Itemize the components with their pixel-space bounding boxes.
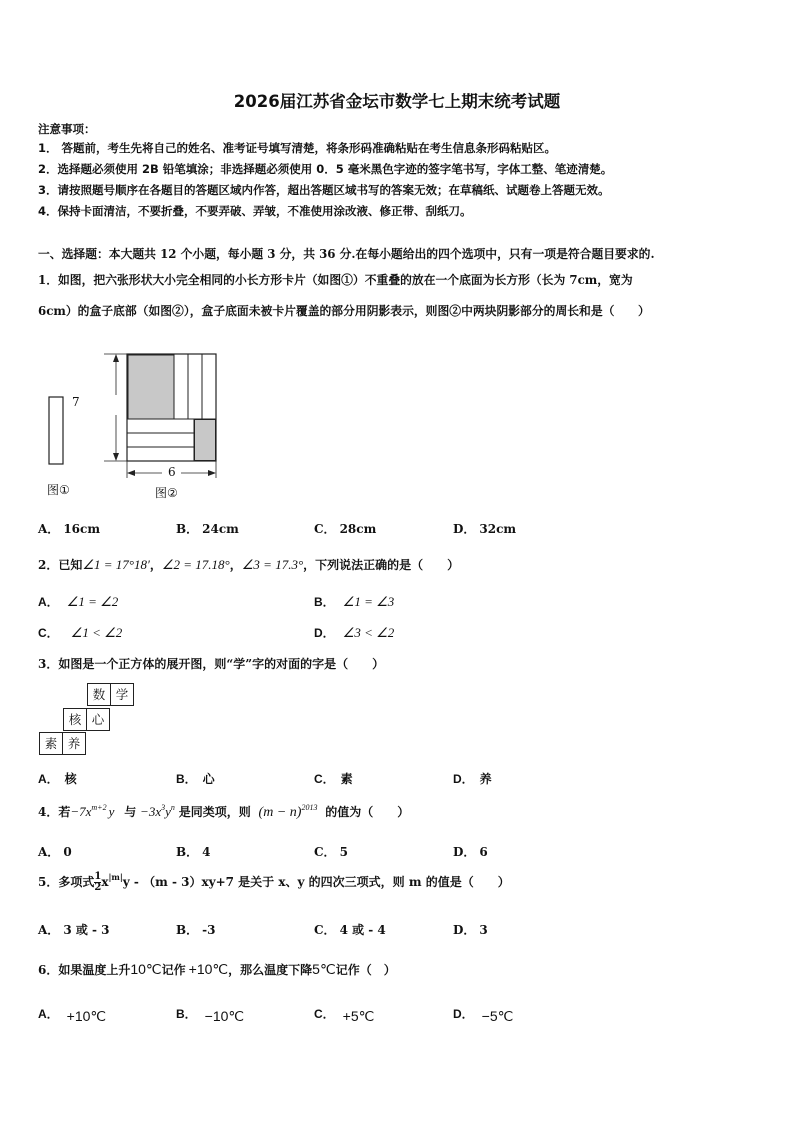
q1-fig2-label: 图②: [155, 486, 178, 500]
q1-option-d[interactable]: D． 32cm: [453, 522, 517, 536]
q6-option-a[interactable]: A． +10℃: [38, 1007, 107, 1024]
net-cell-xue: 学: [110, 683, 134, 706]
q6-option-c[interactable]: C． +5℃: [314, 1007, 375, 1024]
q2-stem: 2．已知∠1 = 17°18′，∠2 = 17.18°，∠3 = 17.3°，下列说法正确的是（ ）: [38, 557, 460, 572]
q1-fig1-label: 图①: [47, 483, 70, 497]
q5-option-a[interactable]: A． 3 或 - 3: [38, 923, 110, 937]
net-cell-su: 素: [39, 732, 63, 755]
q4-option-d[interactable]: D． 6: [453, 845, 488, 859]
q1-option-b[interactable]: B． 24cm: [176, 522, 239, 536]
q3-option-d[interactable]: D． 养: [453, 772, 492, 786]
q1-option-a[interactable]: A． 16cm: [38, 522, 101, 536]
q4-option-b[interactable]: B． 4: [176, 845, 211, 859]
q1-option-c[interactable]: C． 28cm: [314, 522, 377, 536]
q5-stem: 5．多项式 $\frac{1}{2}$ $x^{|m|}y - (m - 3)xy+7$ 是关于 x、y 的四次三项式，则 m 的值是（ ）: [38, 871, 510, 893]
q2-option-d[interactable]: D． ∠3 < ∠2: [314, 625, 395, 640]
section-heading: 一、选择题：本大题共 12 个小题，每小题 3 分，共 36 分.在每小题给出的四个选项中，只有一项是符合题目要求的.: [38, 247, 655, 261]
q2-option-b[interactable]: B． ∠1 = ∠3: [314, 594, 395, 609]
q5-option-d[interactable]: D． 3: [453, 923, 488, 937]
q1-stem-line1: 1．如图，把六张形状大小完全相同的小长方形卡片（如图①）不重叠的放在一个底面为长方形（长为 7cm，宽为: [38, 273, 633, 287]
q5-fraction: $\frac{1}{2}$: [94, 871, 102, 893]
fig1-card: [49, 397, 63, 464]
q5-option-c[interactable]: C． 4 或 - 4: [314, 923, 386, 937]
net-cell-xin: 心: [86, 708, 110, 731]
q1-stem-line2: 6cm）的盒子底部（如图②），盒子底面未被卡片覆盖的部分用阴影表示，则图②中两块阴影部分的周长和是（ ）: [38, 304, 650, 318]
q6-option-d[interactable]: D． −5℃: [453, 1007, 514, 1024]
fig2-shade-top: [128, 355, 174, 419]
q3-option-a[interactable]: A． 核: [38, 772, 77, 786]
notice-item-2: 2．选择题必须使用 2B 铅笔填涂；非选择题必须使用 0．5 毫米黑色字迹的签字笔书写，字体工整、笔迹清楚。: [38, 162, 613, 176]
notice-item-4: 4．保持卡面清洁，不要折叠，不要弄破、弄皱，不准使用涂改液、修正带、刮纸刀。: [38, 204, 472, 218]
q3-stem: 3．如图是一个正方体的展开图，则“学”字的对面的字是（ ）: [38, 657, 385, 671]
q3-option-b[interactable]: B． 心: [176, 772, 215, 786]
q5-option-b[interactable]: B． -3: [176, 923, 216, 937]
q4-stem: 4．若$-7x^{m+2}$ y 与 $-3x^3y^n$ 是同类项，则 $(m - n)^{2013}$ 的值为（ ）: [38, 803, 410, 820]
q1-figures: [40, 345, 240, 505]
q6-stem: 6．如果温度上升10℃记作 +10℃，那么温度下降5℃记作（ ）: [38, 961, 396, 977]
net-cell-yang: 养: [62, 732, 86, 755]
fig2-shade-bottom: [195, 420, 216, 461]
q4-option-a[interactable]: A． 0: [38, 845, 72, 859]
notice-heading: 注意事项：: [38, 122, 96, 136]
net-cell-shu: 数: [87, 683, 111, 706]
q2-option-c[interactable]: C． ∠1 < ∠2: [38, 625, 123, 640]
q4-option-c[interactable]: C． 5: [314, 845, 348, 859]
notice-item-1: 1． 答题前，考生先将自己的姓名、准考证号填写清楚，将条形码准确粘贴在考生信息条形码粘贴区。: [38, 141, 556, 155]
q3-option-c[interactable]: C． 素: [314, 772, 353, 786]
q6-option-b[interactable]: B． −10℃: [176, 1007, 245, 1024]
q1-dim-height: 7: [72, 395, 80, 409]
q2-option-a[interactable]: A． ∠1 = ∠2: [38, 594, 119, 609]
q3-cube-net: [38, 683, 138, 755]
net-cell-he: 核: [63, 708, 87, 731]
notice-item-3: 3．请按照题号顺序在各题目的答题区域内作答，超出答题区域书写的答案无效；在草稿纸、试题卷上答题无效。: [38, 183, 610, 197]
q1-dim-width: 6: [168, 465, 176, 479]
page-title: 2026届江苏省金坛市数学七上期末统考试题: [233, 92, 561, 111]
